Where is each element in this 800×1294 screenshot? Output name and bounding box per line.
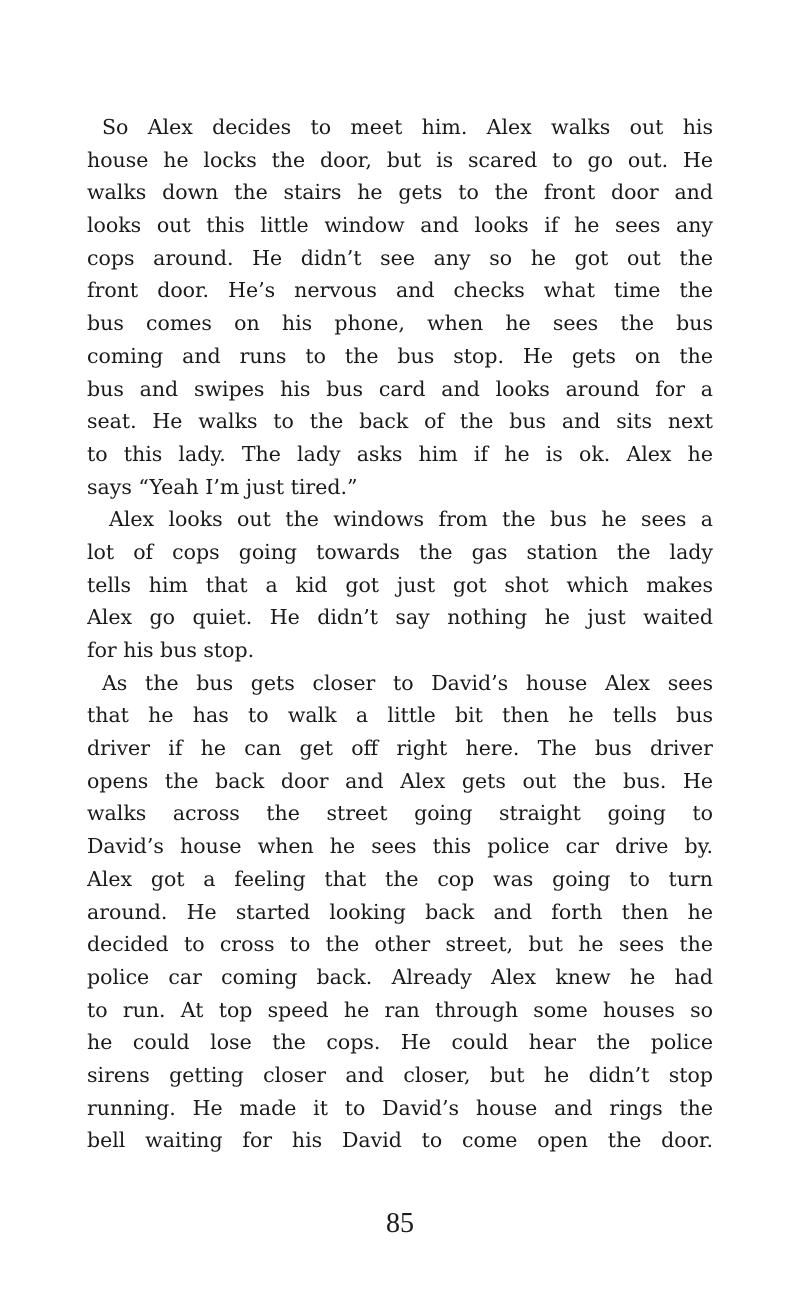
text-line: says “Yeah I’m just tired.” [87,474,358,499]
text-line: As the bus gets closer to David’s house Alex sees [102,670,713,695]
text-line: bus and swipes his bus card and looks around for a [87,376,713,401]
text-line: bell waiting for his David to come open the door. [87,1128,713,1153]
text-line: Alex looks out the windows from the bus he sees a [109,507,713,532]
text-line: house he locks the door, but is scared to go out. He [87,147,713,172]
text-line: Alex got a feeling that the cop was going to turn [87,866,713,891]
text-line: to this lady. The lady asks him if he is ok. Alex he [87,441,713,466]
text-line: bus comes on his phone, when he sees the bus [87,311,713,336]
text-line: opens the back door and Alex gets out the bus. He [87,768,713,793]
text-line: looks out this little window and looks if he sees any [87,213,713,238]
text-line: decided to cross to the other street, but he sees the [87,932,713,957]
text-line: police car coming back. Already Alex knew he had [87,964,713,989]
text-line: for his bus stop. [87,638,255,662]
text-line: front door. He’s nervous and checks what time the [87,278,713,303]
text-line: Alex go quiet. He didn’t say nothing he just waited [87,605,713,630]
text-line: tells him that a kid got just got shot which makes [87,572,713,597]
paragraph [87,667,713,1157]
page-number: 85 [386,1208,414,1239]
text-line: running. He made it to David’s house and rings the [87,1095,713,1120]
text-line: So Alex decides to meet him. Alex walks out his [102,115,713,139]
text-line: cops around. He didn’t see any so he got out the [87,245,713,270]
text-line: that he has to walk a little bit then he tells bus [87,703,713,728]
text-line: coming and runs to the bus stop. He gets on the [87,343,713,368]
paragraph [87,111,713,503]
text-line: he could lose the cops. He could hear the police [87,1030,713,1055]
text-line: David’s house when he sees this police car drive by. [87,834,713,859]
text-line: lot of cops going towards the gas station the lady [87,539,713,564]
text-line: walks down the stairs he gets to the front door and [87,180,713,205]
text-line: walks across the street going straight going to [87,801,713,826]
text-line: sirens getting closer and closer, but he didn’t stop [87,1062,713,1087]
text-line: driver if he can get off right here. The bus driver [87,736,713,761]
text-line: around. He started looking back and forth then he [87,899,713,924]
page-body [87,111,713,1157]
paragraph [87,503,713,666]
text-line: seat. He walks to the back of the bus and sits next [87,409,713,434]
text-line: to run. At top speed he ran through some houses so [87,997,713,1022]
